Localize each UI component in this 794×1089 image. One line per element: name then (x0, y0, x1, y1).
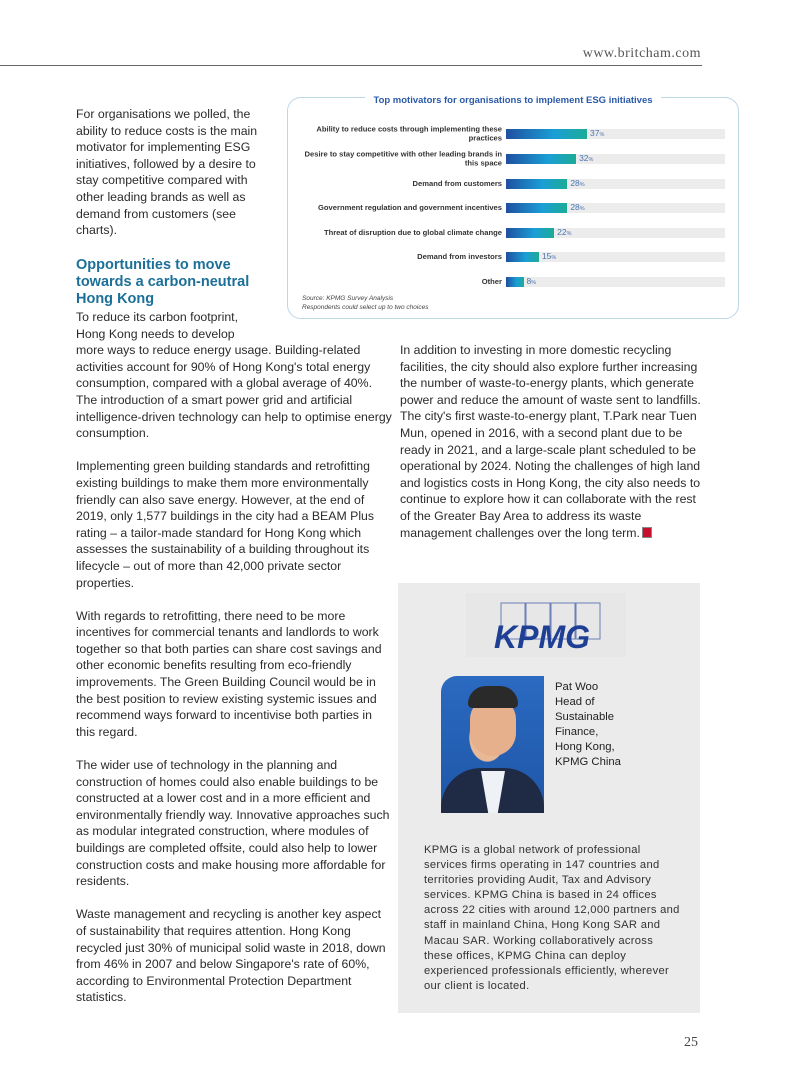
bar-track (506, 129, 725, 139)
chart-row (288, 198, 740, 218)
value-label (579, 153, 593, 163)
kpmg-sidebar (398, 583, 700, 1013)
chart-note: Respondents could select up to two choices (302, 304, 429, 311)
bar-track (506, 154, 725, 164)
category-label: Threat of disruption due to global climate change (323, 227, 502, 237)
paragraph: Waste management and recycling is another key aspect of sustainability that requires attention. Hong Kong recycled just 30% of municipal solid waste in 2018, down from 46% in 2007 and below Singapore's rate of 60%, according to Environmental Protection Department statistics. (76, 907, 386, 1005)
paragraph: The wider use of technology in the planning and construction of homes could also enable buildings to be constructed at a lower cost and in a more efficient and environmentally friendly way. Innovative approaches such as modular integrated construction, where modules of buildings are completed offsite, could also help to lower construction costs and make housing more affordable for residents. (76, 758, 390, 889)
page-number: 25 (684, 1035, 698, 1050)
bar (506, 129, 587, 139)
chart-row (288, 223, 740, 243)
value-unit: % (551, 255, 557, 261)
value-number: 15 (541, 251, 552, 261)
portrait-photo (441, 676, 544, 813)
value-unit: % (588, 157, 594, 163)
category-label: Ability to reduce costs through implementing these practices (316, 124, 502, 142)
site-url: www.britcham.com (582, 46, 701, 61)
bar-track (506, 277, 725, 287)
value-number: 28 (570, 178, 580, 188)
chart-row (288, 272, 740, 292)
bar-track (506, 252, 725, 262)
person-title-line: KPMG China (555, 756, 621, 768)
value-unit: % (566, 231, 572, 237)
chart-row (288, 247, 740, 267)
bar (506, 179, 567, 189)
paragraph: In addition to investing in more domestic recycling facilities, the city should also explore further increasing the number of waste-to-energy plants, which generate power and reduce the amount of waste sent to landfills. The city's first waste-to-energy plant, T.Park near Tuen Mun, opened in 2016, with a second plant due to be ready in 2021, and a large-scale plant scheduled to be operational by 2024. Noting the challenges of high land and logistics costs in Hong Kong, the city also needs to continue to explore how it can collaborate with the rest of the Greater Bay Area to address its waste management challenges over the long term. (400, 343, 701, 540)
end-mark-icon (642, 527, 652, 538)
bar (506, 154, 576, 164)
person-title-line: Hong Kong, (555, 741, 615, 753)
value-unit: % (579, 206, 585, 212)
right-column (400, 342, 702, 541)
person-title-line: Head of (555, 696, 595, 708)
bar (506, 252, 539, 262)
value-number: 8 (526, 276, 532, 286)
motivators-chart (287, 97, 739, 319)
left-column (76, 309, 392, 1023)
header-rule (0, 65, 702, 66)
kpmg-about: KPMG is a global network of professional services firms operating in 147 countries and territories providing Audit, Tax and Advisory services. KPMG China is based in 24 offices across 22 cities with around 12,000 partners and staff in mainland China, Hong Kong SAR and Macau SAR. Working collaboratively across these offices, KPMG China can deploy experienced professionals efficiently, wherever our client is located. (424, 844, 680, 992)
value-label (570, 178, 584, 188)
value-label (527, 276, 537, 286)
chart-title: Top motivators for organisations to implement ESG initiatives (365, 95, 660, 106)
paragraph: With regards to retrofitting, there need to be more incentives for commercial tenants and landlords to work together so that both parties can share cost savings and other economic benefits resulting from eco-friendly improvements. The Green Building Council would be in the best position to review existing systemic issues and recommend ways forward to incentivise both parties in this regard. (76, 608, 382, 739)
chart-row (288, 149, 740, 169)
value-number: 22 (557, 227, 567, 237)
person-title-line: Sustainable (555, 711, 615, 723)
value-number: 32 (579, 153, 589, 163)
category-label: Government regulation and government incentives (318, 202, 502, 212)
person-name: Pat Woo (555, 681, 599, 693)
paragraph: To reduce its carbon footprint, Hong Kong needs to develop more ways to reduce energy usage. Building-related activities account for 90% of Hong Kong's total energy consumption, compared with a global average of 40%. The introduction of a smart power grid and artificial intelligence-driven technology can help to optimise energy consumption. (76, 310, 392, 441)
intro-paragraph: For organisations we polled, the ability to reduce costs is the main motivator for implementing ESG initiatives, followed by a desire to stay competitive compared with other leading brands as well as demand from customers (see charts). (76, 107, 258, 238)
bar (506, 228, 554, 238)
bar-track (506, 228, 725, 238)
value-label (590, 128, 604, 138)
person-info (555, 680, 621, 770)
kpmg-logo (466, 593, 626, 657)
bar (506, 203, 567, 213)
paragraph: Implementing green building standards and retrofitting existing buildings to make them more environmentally friendly can also save energy. However, at the end of 2019, only 1,577 buildings in the city had a BEAM Plus rating – a tailor-made standard for Hong Kong which assesses the sustainability of a building throughout its lifecycle – out of more than 42,000 private sector properties. (76, 459, 375, 590)
value-number: 28 (570, 202, 580, 212)
bar (506, 277, 524, 287)
category-label: Demand from investors (417, 251, 502, 261)
value-label (542, 251, 556, 261)
bar-track (506, 179, 725, 189)
svg-text:KPMG: KPMG (494, 619, 590, 655)
chart-row (288, 124, 740, 144)
value-label (570, 202, 584, 212)
chart-row (288, 174, 740, 194)
bar-track (506, 203, 725, 213)
value-label (557, 227, 571, 237)
value-unit: % (531, 280, 537, 286)
person-title-line: Finance, (555, 726, 599, 738)
category-label: Demand from customers (412, 178, 502, 188)
section-heading: Opportunities to move towards a carbon-neutral Hong Kong (76, 257, 250, 307)
category-label: Other (481, 276, 502, 286)
value-number: 37 (590, 128, 600, 138)
chart-source: Source: KPMG Survey Analysis (302, 295, 394, 302)
value-unit: % (579, 182, 585, 188)
category-label: Desire to stay competitive with other leading brands in this space (304, 149, 502, 167)
value-unit: % (599, 132, 605, 138)
